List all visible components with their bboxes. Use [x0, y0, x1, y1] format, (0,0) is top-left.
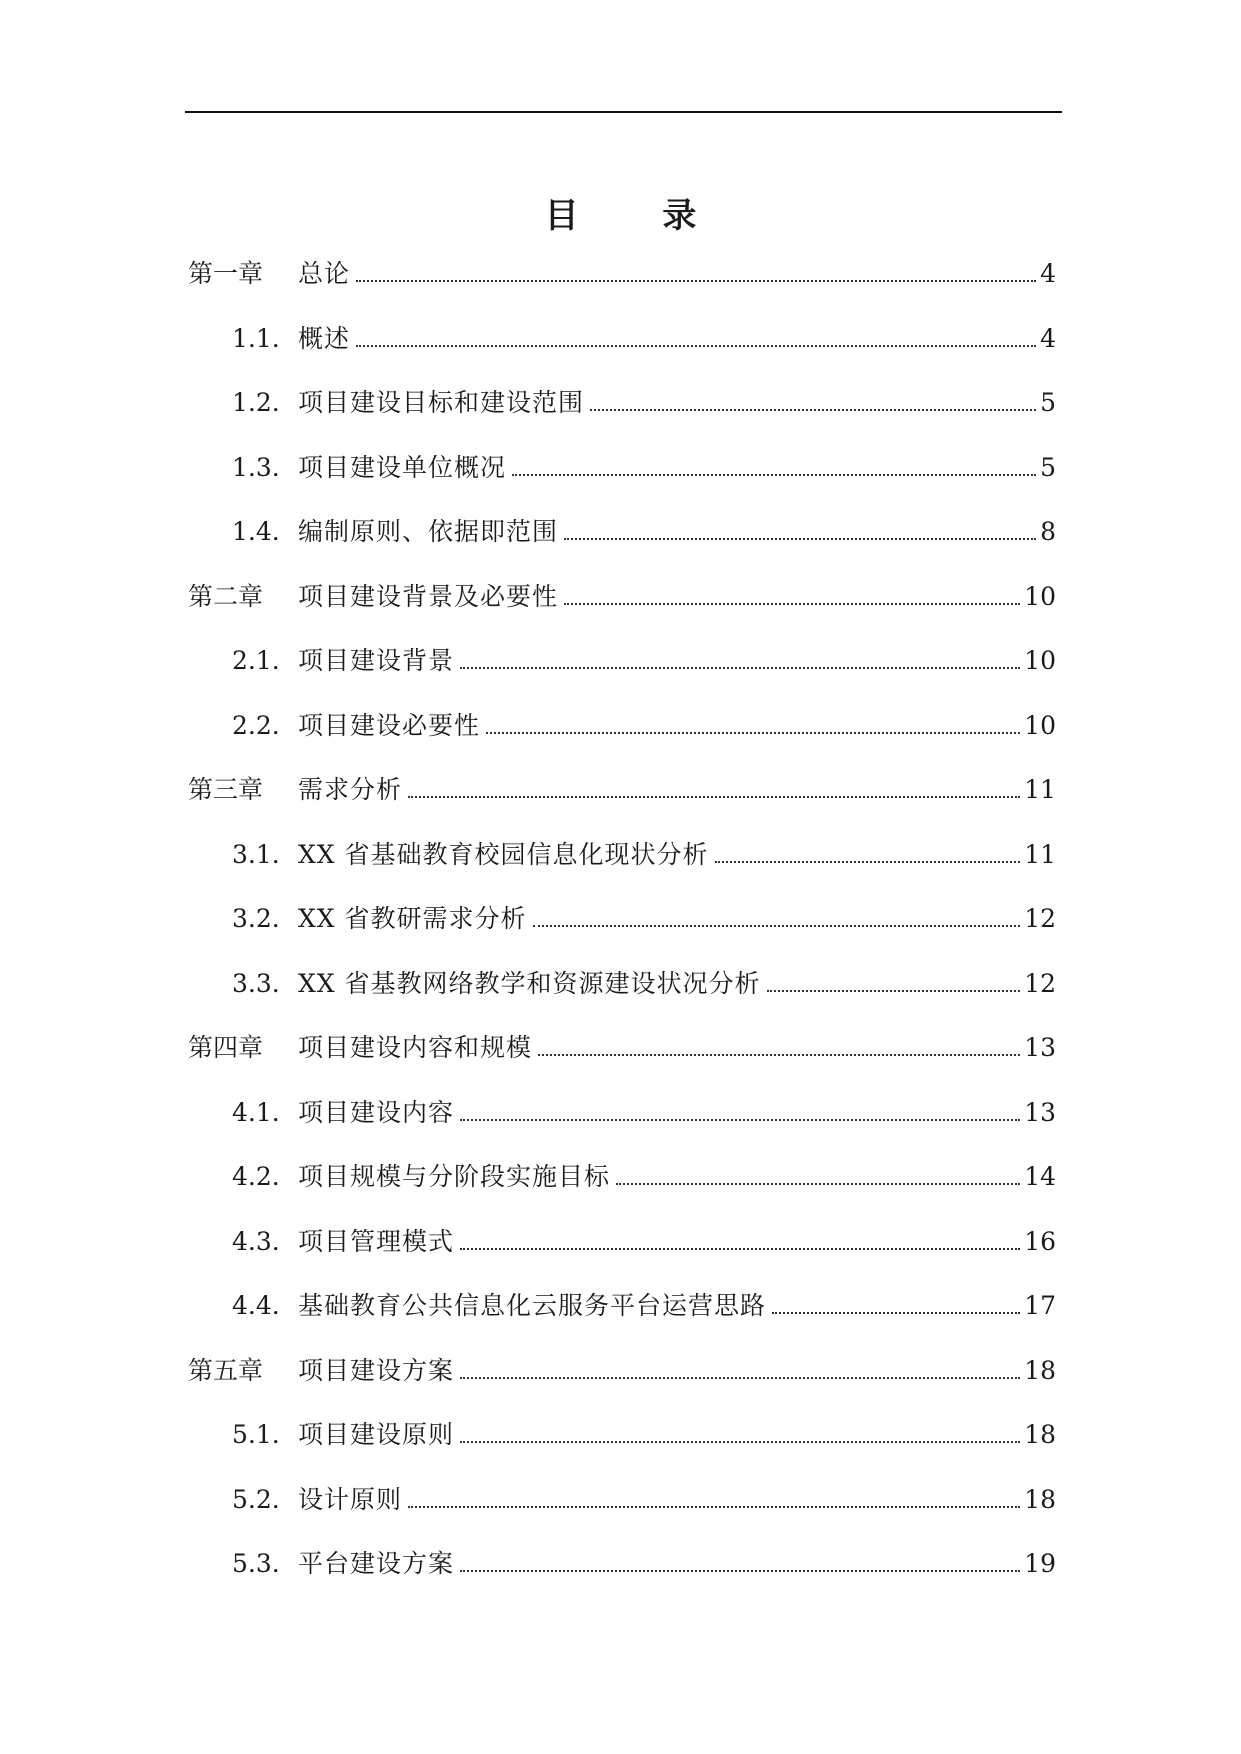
toc-entry-page: 19	[1024, 1549, 1056, 1578]
toc-entry-page: 13	[1024, 1097, 1056, 1127]
toc-chapter-entry[interactable]	[188, 1347, 1056, 1387]
toc-entry-page: 11	[1024, 775, 1056, 804]
toc-leader-dots	[767, 990, 1021, 992]
toc-section-entry[interactable]	[232, 637, 1056, 677]
toc-entry-label: 项目建设方案	[298, 1355, 455, 1385]
toc-entry-number: 4.3.	[232, 1226, 280, 1256]
toc-entry-page: 8	[1040, 517, 1056, 546]
toc-section-entry[interactable]	[232, 702, 1056, 742]
toc-entry-number: 3.1.	[232, 839, 280, 869]
toc-entry-page: 12	[1024, 904, 1056, 933]
toc-entry-page: 12	[1024, 968, 1056, 998]
toc-entry-label: 项目管理模式	[298, 1226, 455, 1256]
toc-entry-number: 1.1.	[232, 323, 280, 353]
toc-entry-number: 4.4.	[232, 1291, 280, 1320]
toc-entry-label: 项目建设内容	[298, 1097, 455, 1127]
toc-entry-number: 第一章	[188, 259, 264, 288]
toc-entry-label: 概述	[298, 323, 351, 353]
toc-leader-dots	[590, 409, 1036, 411]
toc-entry-label: 需求分析	[298, 775, 403, 804]
page-title: 目 录	[544, 196, 733, 236]
toc-leader-dots	[356, 280, 1036, 282]
toc-entry-page: 10	[1024, 646, 1056, 675]
toc-entry-page: 5	[1040, 452, 1056, 482]
toc-entry-page: 18	[1024, 1420, 1056, 1449]
toc-leader-dots	[460, 1248, 1020, 1250]
toc-entry-label: 项目建设背景	[298, 646, 455, 675]
toc-entry-label: 项目规模与分阶段实施目标	[298, 1162, 611, 1191]
toc-entry-number: 5.3.	[232, 1549, 280, 1578]
toc-leader-dots	[512, 474, 1036, 476]
toc-leader-dots	[616, 1183, 1020, 1185]
toc-leader-dots	[772, 1312, 1020, 1314]
toc-section-entry[interactable]	[232, 1411, 1056, 1451]
toc-leader-dots	[356, 345, 1036, 347]
toc-chapter-entry[interactable]	[188, 1024, 1056, 1064]
toc-section-entry[interactable]	[232, 508, 1056, 548]
toc-entry-label: XX 省基础教育校园信息化现状分析	[298, 839, 709, 869]
toc-entry-label: 项目建设内容和规模	[298, 1033, 533, 1062]
toc-entry-page: 5	[1040, 388, 1056, 417]
toc-section-entry[interactable]	[232, 1089, 1056, 1129]
toc-leader-dots	[460, 1377, 1020, 1379]
toc-entry-label: 基础教育公共信息化云服务平台运营思路	[298, 1291, 767, 1320]
toc-section-entry[interactable]	[232, 379, 1056, 419]
toc-entry-page: 4	[1040, 259, 1056, 288]
toc-entry-number: 4.1.	[232, 1097, 280, 1127]
toc-leader-dots	[533, 925, 1021, 927]
toc-leader-dots	[564, 538, 1036, 540]
toc-section-entry[interactable]	[232, 960, 1056, 1000]
toc-section-entry[interactable]	[232, 831, 1056, 871]
toc-entry-number: 4.2.	[232, 1162, 280, 1191]
toc-entry-page: 10	[1024, 581, 1056, 611]
header-rule	[185, 111, 1062, 113]
toc-entry-label: 设计原则	[298, 1484, 403, 1514]
toc-leader-dots	[408, 796, 1020, 798]
toc-section-entry[interactable]	[232, 1540, 1056, 1580]
toc-entry-number: 5.1.	[232, 1420, 280, 1449]
toc-leader-dots	[460, 1441, 1020, 1443]
toc-section-entry[interactable]	[232, 1282, 1056, 1322]
toc-section-entry[interactable]	[232, 444, 1056, 484]
toc-section-entry[interactable]	[232, 1218, 1056, 1258]
toc-entry-number: 2.2.	[232, 710, 280, 740]
toc-chapter-entry[interactable]	[188, 766, 1056, 806]
toc-entry-page: 10	[1024, 710, 1056, 740]
toc-entry-number: 第五章	[188, 1355, 264, 1385]
toc-entry-number: 第三章	[188, 775, 264, 804]
toc-entry-page: 4	[1040, 323, 1056, 353]
toc-section-entry[interactable]	[232, 895, 1056, 935]
toc-leader-dots	[564, 603, 1020, 605]
toc-entry-label: 平台建设方案	[298, 1549, 455, 1578]
toc-entry-number: 3.2.	[232, 904, 280, 933]
toc-entry-label: 总论	[298, 259, 351, 288]
toc-entry-number: 5.2.	[232, 1484, 280, 1514]
toc-leader-dots	[460, 1570, 1020, 1572]
toc-section-entry[interactable]	[232, 1476, 1056, 1516]
toc-section-entry[interactable]	[232, 315, 1056, 355]
toc-entry-page: 14	[1024, 1162, 1056, 1191]
toc-section-entry[interactable]	[232, 1153, 1056, 1193]
toc-leader-dots	[460, 1119, 1020, 1121]
toc-entry-number: 第二章	[188, 581, 264, 611]
toc-entry-label: XX 省教研需求分析	[298, 904, 527, 933]
toc-entry-number: 1.2.	[232, 388, 280, 417]
toc-leader-dots	[486, 732, 1020, 734]
toc-entry-label: 项目建设原则	[298, 1420, 455, 1449]
toc-chapter-entry[interactable]	[188, 250, 1056, 290]
toc-entry-page: 18	[1024, 1484, 1056, 1514]
toc-entry-number: 第四章	[188, 1033, 264, 1062]
toc-entry-page: 11	[1024, 839, 1056, 869]
toc-entry-number: 1.3.	[232, 452, 280, 482]
toc-entry-label: 编制原则、依据即范围	[298, 517, 559, 546]
toc-entry-page: 13	[1024, 1033, 1056, 1062]
toc-entry-label: 项目建设背景及必要性	[298, 581, 559, 611]
toc-entry-label: XX 省基教网络教学和资源建设状况分析	[298, 968, 761, 998]
toc-entry-label: 项目建设单位概况	[298, 452, 507, 482]
toc-entry-label: 项目建设目标和建设范围	[298, 388, 585, 417]
toc-leader-dots	[460, 667, 1020, 669]
toc-entry-page: 17	[1024, 1291, 1056, 1320]
toc-leader-dots	[538, 1054, 1020, 1056]
toc-chapter-entry[interactable]	[188, 573, 1056, 613]
toc-entry-number: 1.4.	[232, 517, 280, 546]
toc-leader-dots	[715, 861, 1021, 863]
toc-entry-label: 项目建设必要性	[298, 710, 481, 740]
toc-entry-number: 3.3.	[232, 968, 280, 998]
toc-entry-number: 2.1.	[232, 646, 280, 675]
toc-entry-page: 16	[1024, 1226, 1056, 1256]
toc-leader-dots	[408, 1506, 1020, 1508]
toc-entry-page: 18	[1024, 1355, 1056, 1385]
